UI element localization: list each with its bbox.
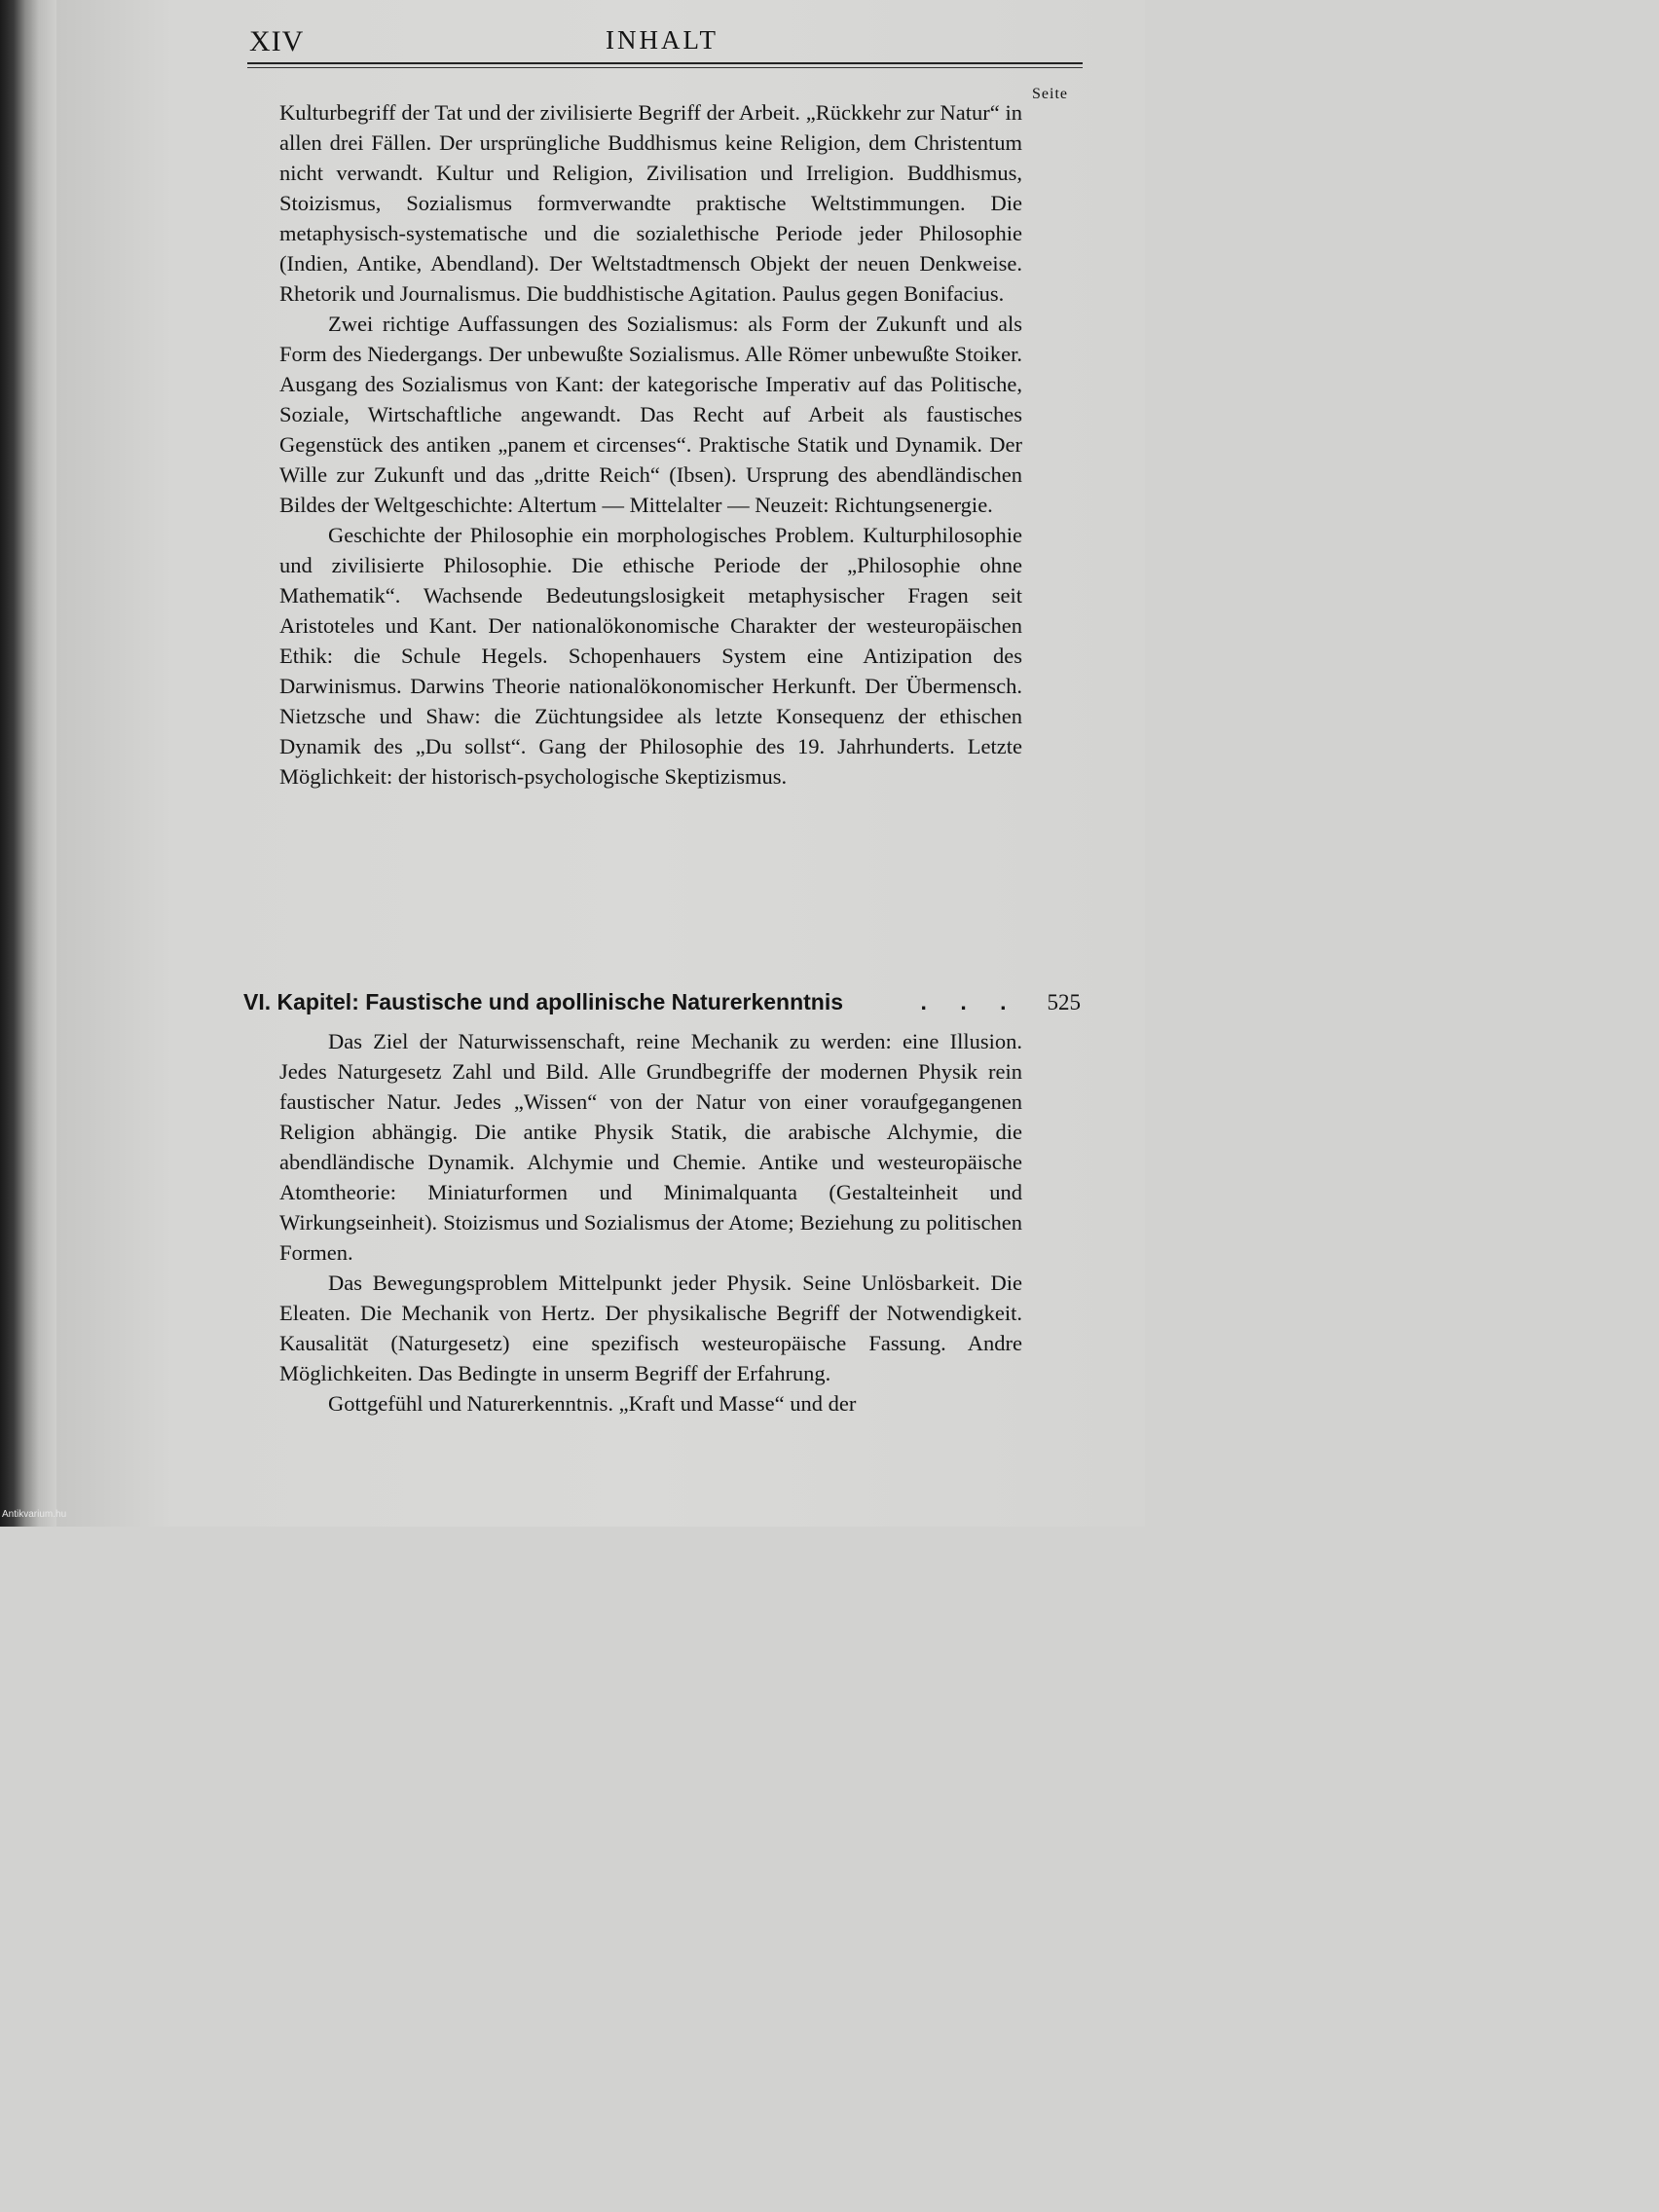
header-rule-thin — [247, 67, 1083, 68]
watermark: Antikvarium.hu — [2, 1509, 67, 1520]
paragraph: Geschichte der Philosophie ein morphologisches Problem. Kulturphilosophie und zivilisierte Philosophie. Die ethische Periode der „Philosophie ohne Mathematik“. Wachsende Bedeutungslosigkeit metaphysischer Fragen seit Aristoteles und Kant. Der nationalökonomische Charakter der westeuropäischen Ethik: die Schule Hegels. Schopenhauers System eine Antizipation des Darwinismus. Darwins Theorie nationalökonomischer Herkunft. Der Übermensch. Nietzsche und Shaw: die Züchtungsidee als letzte Konsequenz der ethischen Dynamik des „Du sollst“. Gang der Philosophie des 19. Jahrhunderts. Letzte Möglichkeit: der historisch-psychologische Skeptizismus. — [279, 523, 1022, 789]
paragraph: Kulturbegriff der Tat und der zivilisierte Begriff der Arbeit. „Rückkehr zur Natur“ in allen drei Fällen. Der ursprüngliche Buddhismus keine Religion, dem Christentum nicht verwandt. Kultur und Religion, Zivilisation und Irreligion. Buddhismus, Stoizismus, Sozialismus formverwandte praktische Weltstimmungen. Die metaphysisch-systematische und die sozialethische Periode jeder Philosophie (Indien, Antike, Abendland). Der Weltstadtmensch Objekt der neuen Denkweise. Rhetorik und Journalismus. Die buddhistische Agitation. Paulus gegen Bonifacius. — [279, 100, 1022, 306]
chapter-heading — [243, 989, 1081, 1015]
section-summary-1 — [279, 97, 1022, 792]
paragraph: Zwei richtige Auffassungen des Sozialismus: als Form der Zukunft und als Form des Niedergangs. Der unbewußte Sozialismus. Alle Römer unbewußte Stoiker. Ausgang des Sozialismus von Kant: der kategorische Imperativ auf das Politische, Soziale, Wirtschaftliche angewandt. Das Recht auf Arbeit als faustisches Gegenstück des antiken „panem et circenses“. Praktische Statik und Dynamik. Der Wille zur Zukunft und das „dritte Reich“ (Ibsen). Ursprung des abendländischen Bildes der Weltgeschichte: Altertum — Mittelalter — Neuzeit: Richtungsenergie. — [279, 312, 1022, 517]
chapter-page-number: 525 — [1047, 990, 1081, 1014]
book-spine-shadow — [0, 0, 56, 1527]
dot-leader: . . . — [920, 989, 1020, 1014]
section-summary-2 — [279, 1026, 1022, 1419]
paragraph: Das Bewegungsproblem Mittelpunkt jeder Physik. Seine Unlösbarkeit. Die Eleaten. Die Mechanik von Hertz. Der physikalische Begriff der Notwendigkeit. Kausalität (Naturgesetz) eine spezifisch westeuropäische Fassung. Andre Möglichkeiten. Das Bedingte in unserm Begriff der Erfahrung. — [279, 1271, 1022, 1385]
paragraph: Gottgefühl und Naturerkenntnis. „Kraft und Masse“ und der — [328, 1391, 857, 1416]
seite-label: Seite — [1032, 86, 1068, 102]
page-number: XIV — [249, 25, 305, 57]
paragraph: Das Ziel der Naturwissenschaft, reine Mechanik zu werden: eine Illusion. Jedes Naturgesetz Zahl und Bild. Alle Grundbegriffe der modernen Physik rein faustischer Natur. Jedes „Wissen“ von der Natur von einer voraufgegangenen Religion abhängig. Die antike Physik Statik, die arabische Alchymie, die abendländische Dynamik. Alchymie und Chemie. Antike und westeuropäische Atomtheorie: Miniaturformen und Minimalquanta (Gestalteinheit und Wirkungseinheit). Stoizismus und Sozialismus der Atome; Beziehung zu politischen Formen. — [279, 1029, 1022, 1265]
running-title: INHALT — [606, 25, 719, 55]
chapter-title: VI. Kapitel: Faustische und apollinische Naturerkenntnis — [243, 989, 844, 1014]
header-rule — [247, 62, 1083, 64]
